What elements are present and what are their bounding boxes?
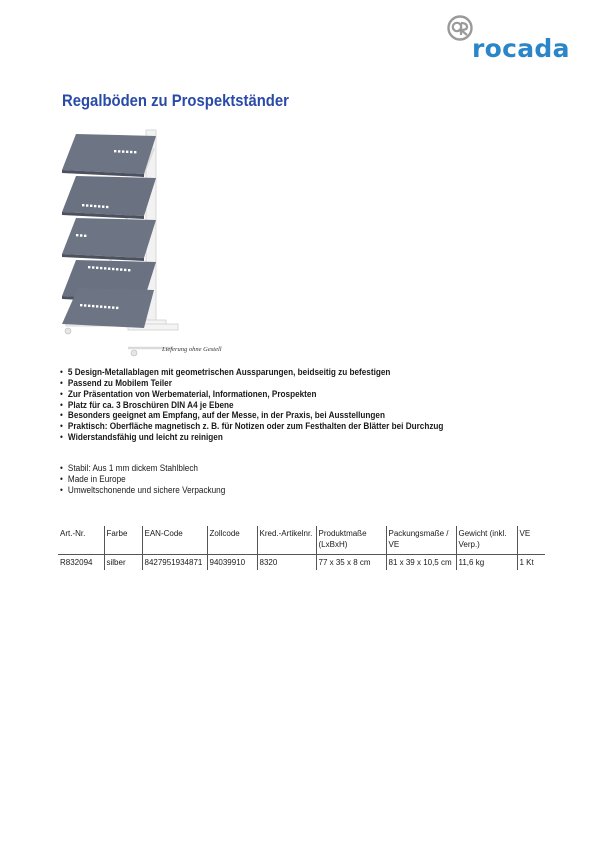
cell-zollcode: 94039910 xyxy=(207,555,257,571)
cell-art-nr: R832094 xyxy=(58,555,104,571)
feature-item: • Passend zu Mobilem Teiler xyxy=(60,378,443,389)
column-header-farbe: Farbe xyxy=(104,526,142,555)
cell-ean-code: 8427951934871 xyxy=(142,555,207,571)
column-header-ean-code: EAN-Code xyxy=(142,526,207,555)
product-image xyxy=(58,128,183,360)
cell-gewicht: 11,6 kg xyxy=(456,555,517,571)
feature-item: • Praktisch: Oberfläche magnetisch z. B. für Notizen oder zum Festhalten der Blätter bei Durchzug xyxy=(60,421,443,432)
spec-list xyxy=(60,463,248,496)
shelf-2 xyxy=(62,176,156,219)
rocada-logo-icon xyxy=(446,14,474,42)
column-header-gewicht: Gewicht (inkl. Verp.) xyxy=(456,526,517,555)
feature-item: • Zur Präsentation von Werbematerial, Informationen, Prospekten xyxy=(60,389,443,400)
page-title: Regalböden zu Prospektständer xyxy=(62,92,289,110)
column-header-packungsmasse: Packungsmaße / VE xyxy=(386,526,456,555)
column-header-produktmasse: Produktmaße (LxBxH) xyxy=(316,526,386,555)
cell-ve: 1 Kt xyxy=(519,558,534,567)
brand-name: rocada xyxy=(472,34,570,63)
image-caption: Lieferung ohne Gestell xyxy=(162,346,222,353)
shelf-3 xyxy=(62,218,156,261)
cell-packungsmasse: 81 x 39 x 10,5 cm xyxy=(386,555,456,571)
feature-item: • Widerstandsfähig und leicht zu reinigen xyxy=(60,432,443,443)
product-table xyxy=(58,526,545,570)
spec-item: • Umweltschonende und sichere Verpackung xyxy=(60,485,225,496)
feature-item: • Platz für ca. 3 Broschüren DIN A4 je Ebene xyxy=(60,400,443,411)
cell-kred-artikelnr: 8320 xyxy=(257,555,316,571)
column-header-ve: VE xyxy=(519,529,531,538)
table-header-row xyxy=(58,526,545,555)
cell-produktmasse: 77 x 35 x 8 cm xyxy=(316,555,386,571)
spec-item: • Stabil: Aus 1 mm dickem Stahlblech xyxy=(60,463,225,474)
feature-item: • Besonders geeignet am Empfang, auf der Messe, in der Praxis, bei Ausstellungen xyxy=(60,410,443,421)
spec-item: • Made in Europe xyxy=(60,474,225,485)
table-row xyxy=(58,555,545,571)
column-header-zollcode: Zollcode xyxy=(207,526,257,555)
shelf-1 xyxy=(62,134,156,177)
feature-list xyxy=(60,367,496,443)
feature-item: • 5 Design-Metallablagen mit geometrischen Aussparungen, beidseitig zu befestigen xyxy=(60,367,443,378)
cell-farbe: silber xyxy=(104,555,142,571)
column-header-kred-artikelnr: Kred.-Artikelnr. xyxy=(257,526,316,555)
column-header-art-nr: Art.-Nr. xyxy=(58,526,104,555)
brand-logo xyxy=(446,14,576,64)
